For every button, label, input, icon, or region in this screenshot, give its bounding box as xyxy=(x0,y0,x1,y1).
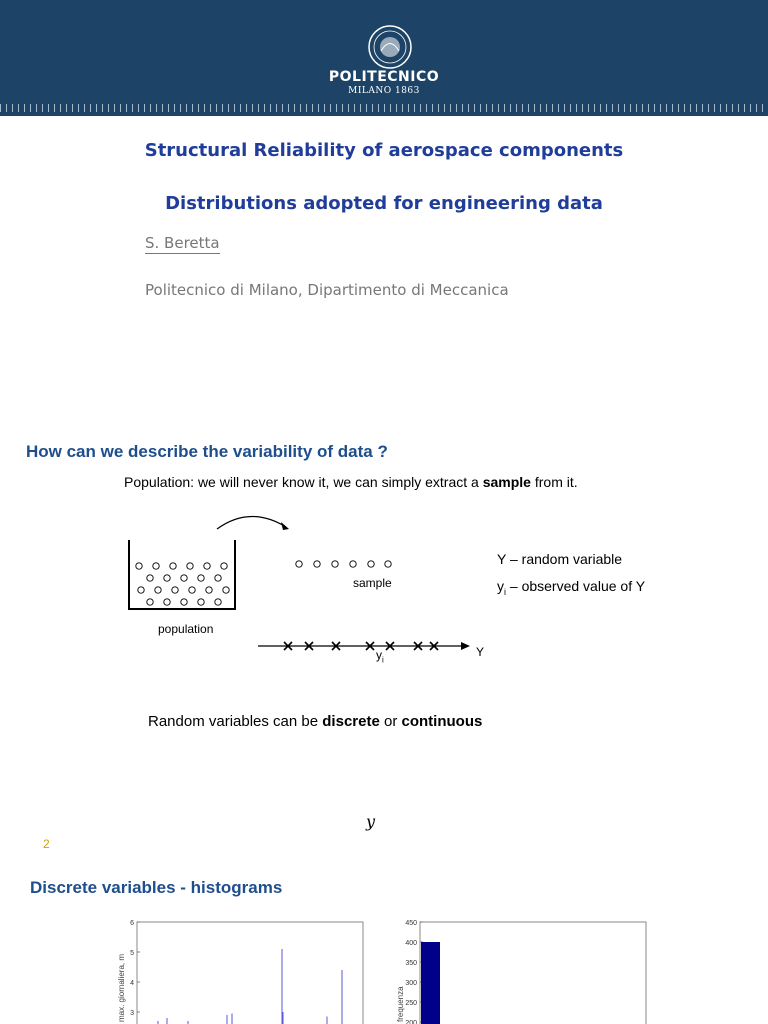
chart2-ytick-label: 300 xyxy=(405,980,417,987)
chart1-ylabel: max. giornaliera, m xyxy=(117,953,126,1022)
sketch-axis-label: y xyxy=(366,812,376,831)
population-label: population xyxy=(158,622,214,636)
chart2-ytick-label: 450 xyxy=(405,920,417,927)
random-variables-text: Random variables can be discrete or continuous xyxy=(148,713,483,730)
affiliation: Politecnico di Milano, Dipartimento di Meccanica xyxy=(145,281,509,299)
slide3-heading: Discrete variables - histograms xyxy=(30,878,283,897)
slide2-heading: How can we describe the variability of data ? xyxy=(26,442,388,461)
chart1-ytick-label: 4 xyxy=(130,980,134,987)
chart2-bar xyxy=(421,942,440,1024)
def-observed-value: $y_i$ – observed value of Y xyxy=(497,578,646,597)
sample-label: sample xyxy=(353,576,392,590)
chart2-ylabel: frequenza xyxy=(396,986,405,1022)
axis-label: Y xyxy=(476,645,485,659)
yi-label: $y_i$ xyxy=(376,648,384,665)
chart2-ytick-label: 400 xyxy=(405,940,417,947)
presentation-title: Structural Reliability of aerospace components xyxy=(144,140,624,161)
page-number: 2 xyxy=(43,837,50,851)
chart2-ytick-label: 250 xyxy=(405,1000,417,1007)
chart2-frame xyxy=(420,922,646,1024)
chart2-ytick-label: 350 xyxy=(405,960,417,967)
chart1-ytick-label: 6 xyxy=(130,920,134,927)
chart1-frame xyxy=(137,922,363,1024)
author-link[interactable]: S. Beretta xyxy=(145,234,220,252)
chart1-ytick-label: 5 xyxy=(130,950,134,957)
population-intro: Population: we will never know it, we can simply extract a sample from it. xyxy=(124,474,578,490)
chart2-ytick-label: 200 xyxy=(405,1020,417,1024)
brand-name: POLITECNICO xyxy=(328,69,440,85)
def-random-variable: Y – random variable xyxy=(497,551,623,567)
presentation-subtitle: Distributions adopted for engineering data xyxy=(165,193,603,214)
brand-subtitle: MILANO 1863 xyxy=(348,86,420,96)
chart1-ytick-label: 3 xyxy=(130,1010,134,1017)
